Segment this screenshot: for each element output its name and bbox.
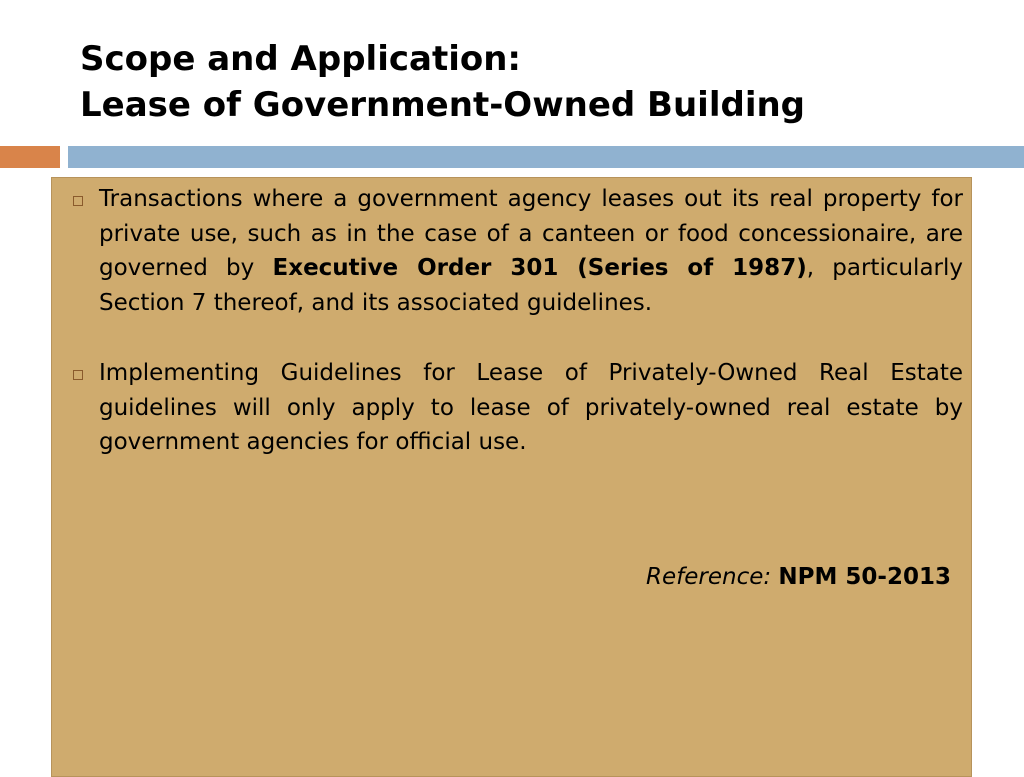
bullet-item-implementing-guidelines	[70, 356, 963, 460]
bullet-text	[99, 182, 963, 320]
slide-title-line-1: Scope and Application:	[80, 39, 522, 79]
square-bullet-icon	[73, 370, 83, 380]
accent-bar-orange	[0, 146, 60, 168]
square-bullet-icon	[73, 196, 83, 206]
slide-title	[80, 36, 1000, 128]
reference-value: NPM 50-2013	[778, 564, 951, 590]
reference-label: Reference:	[646, 564, 772, 590]
bullet-text-tail: , particularly Section 7 thereof, and its associated guidelines.	[99, 255, 963, 316]
bullet-text-intro: Transactions where a government agency leases out its real property for private use, such as in the case of a canteen or food concessionaire, are governed by	[99, 186, 963, 281]
content-panel	[51, 177, 972, 777]
accent-bar-blue	[68, 146, 1024, 168]
executive-order-citation: Executive Order 301 (Series of 1987)	[272, 255, 807, 281]
bullet-list	[70, 182, 963, 496]
bullet-item-executive-order	[70, 182, 963, 320]
bullet-text: Implementing Guidelines for Lease of Privately-Owned Real Estate guidelines will only apply to lease of privately-owned real estate by government agencies for official use.	[99, 360, 963, 455]
reference-note	[646, 560, 951, 594]
slide-title-line-2: Lease of Government-Owned Building	[80, 85, 806, 125]
